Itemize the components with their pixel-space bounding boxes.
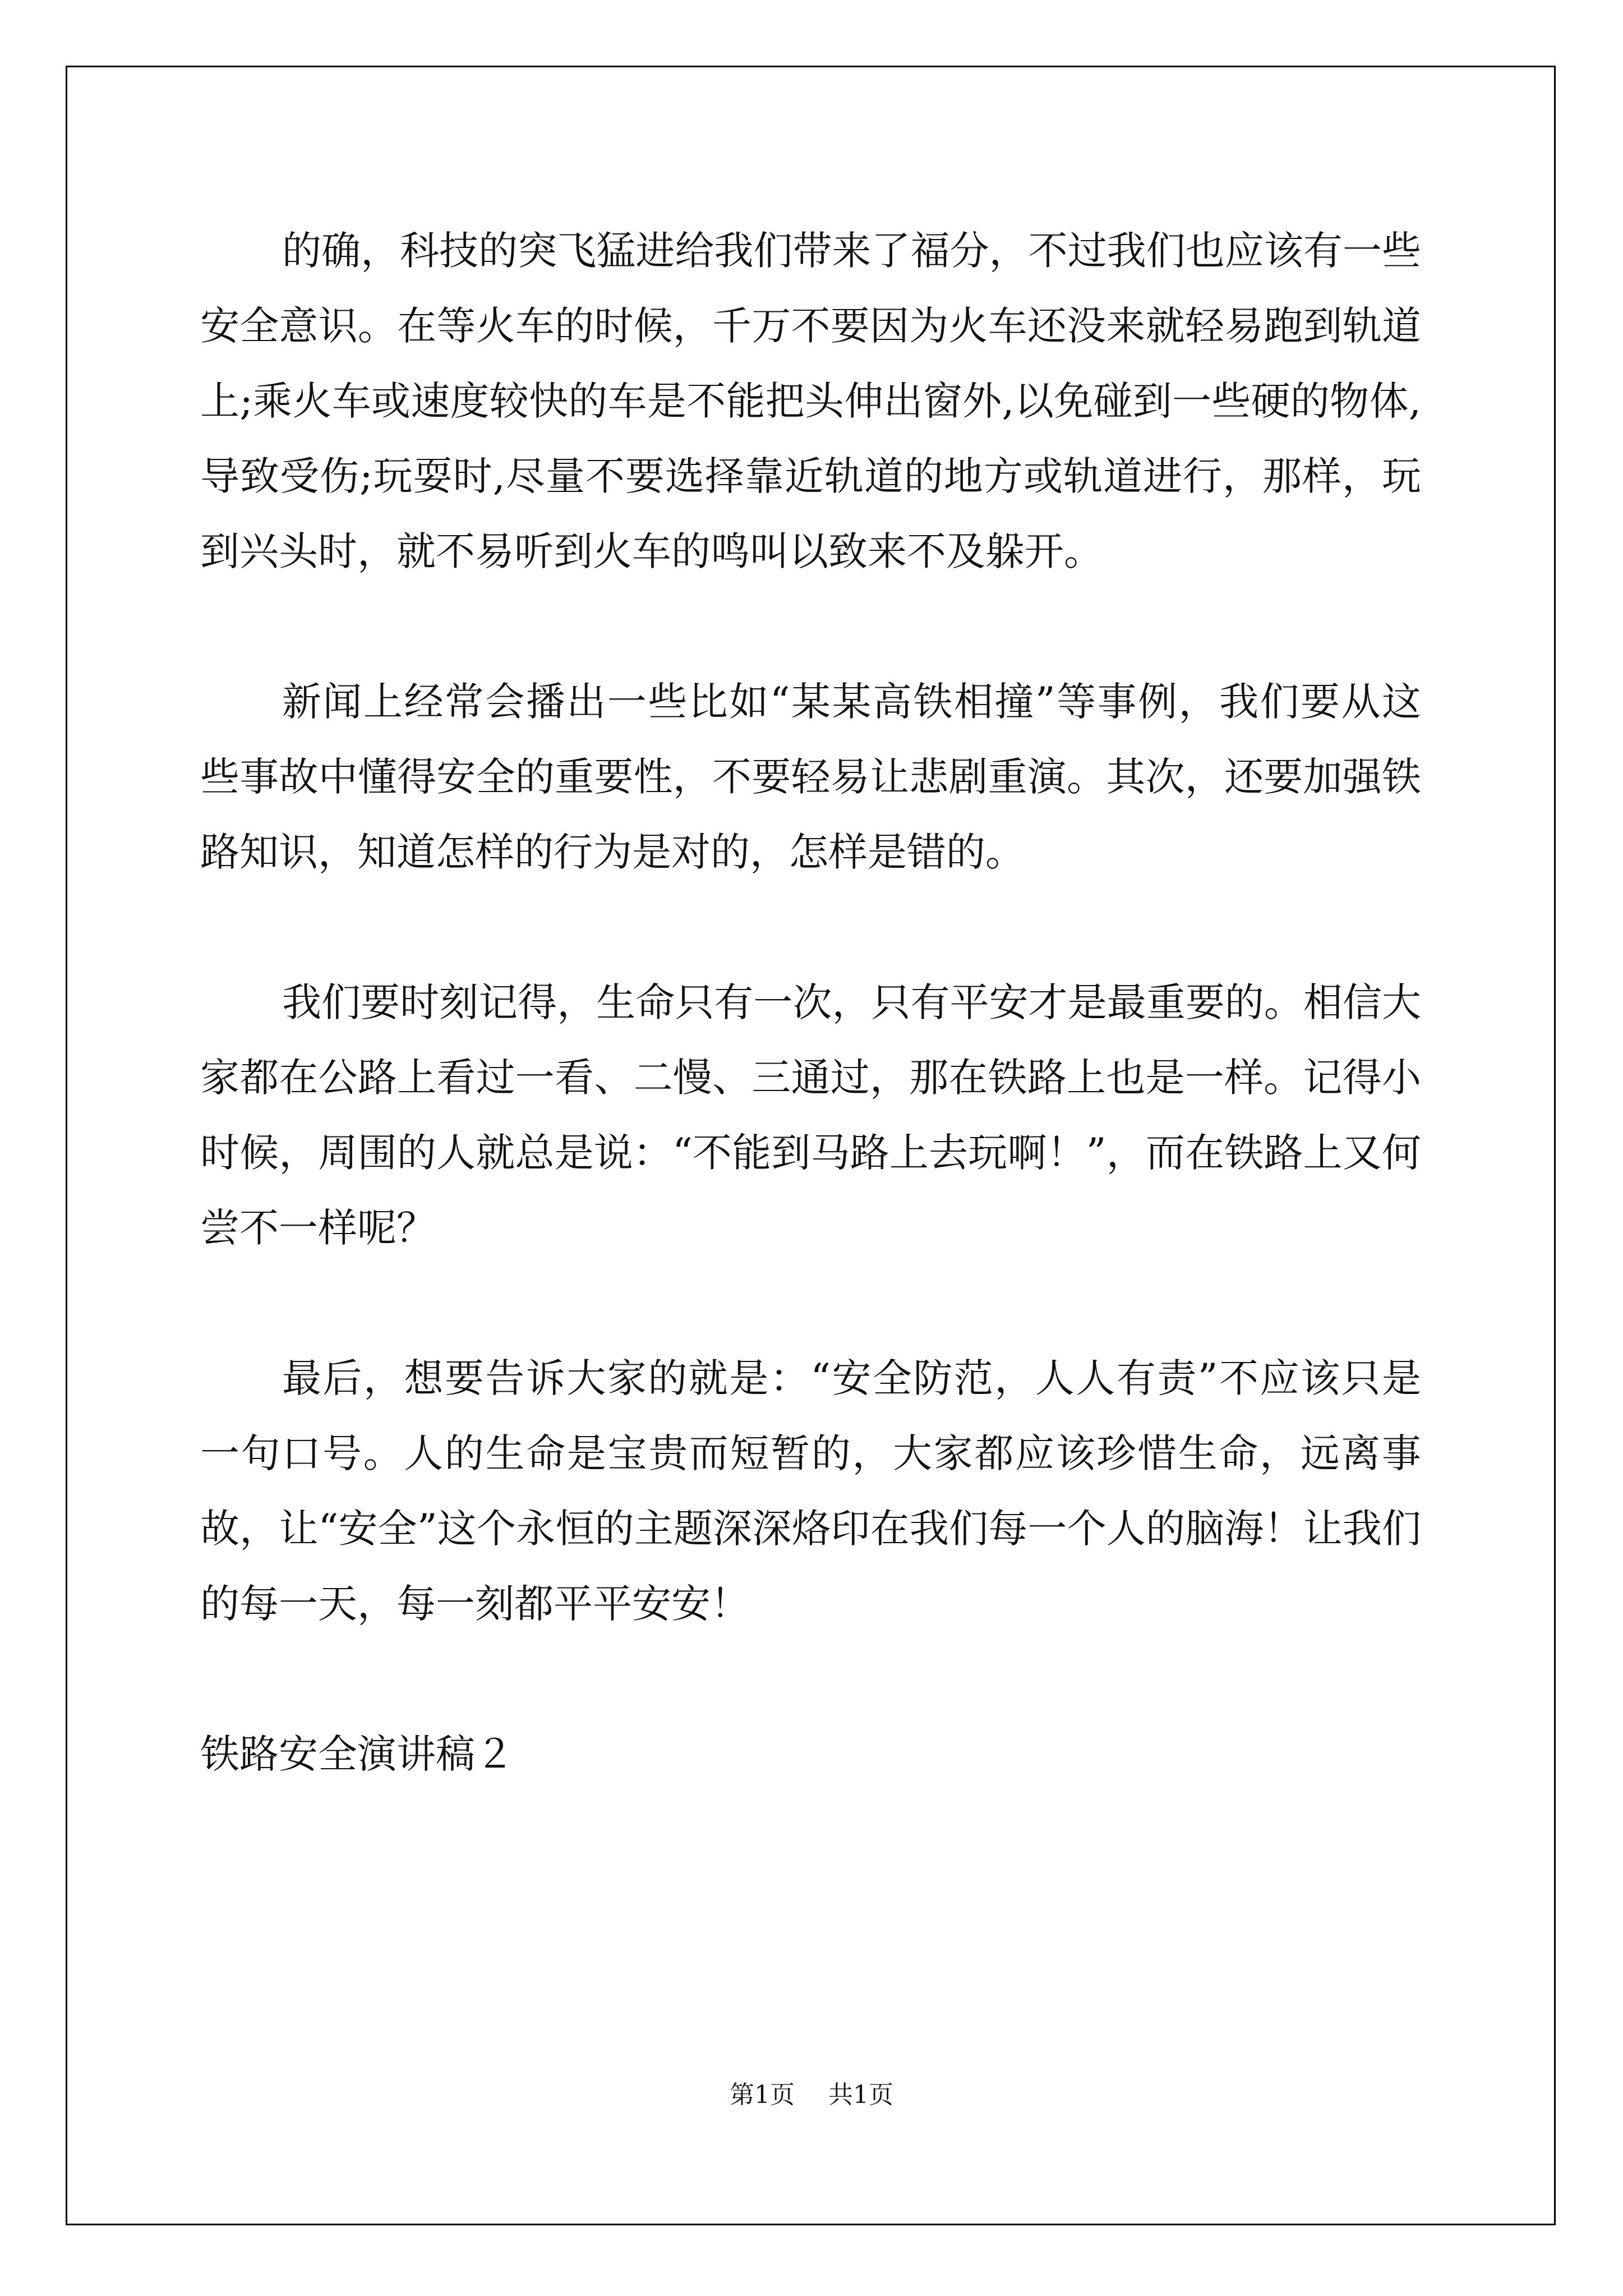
paragraph-4: 最后，想要告诉大家的就是：“安全防范，人人有责”不应该只是一句口号。人的生命是宝贵而短暂的，大家都应该珍惜生命，远离事故，让“安全”这个永恒的主题深深烙印在我们每一个人的脑海！让我们的每一天，每一刻都平平安安！ xyxy=(200,1355,1421,1627)
section-heading: 铁路安全演讲稿２ xyxy=(200,1731,514,1777)
page-total: 共1页 xyxy=(828,2081,893,2109)
paragraph-1: 的确，科技的突飞猛进给我们带来了福分，不过我们也应该有一些安全意识。在等火车的时候，千万不要因为火车还没来就轻易跑到轨道上;乘火车或速度较快的车是不能把头伸出窗外,以免碰到一些硬的物体,导致受伤;玩耍时,尽量不要选择靠近轨道的地方或轨道进行，那样，玩到兴头时，就不易听到火车的鸣叫以致来不及躲开。 xyxy=(200,228,1421,574)
page-footer xyxy=(0,2078,1623,2112)
paragraph-3: 我们要时刻记得，生命只有一次，只有平安才是最重要的。相信大家都在公路上看过一看、二慢、三通过，那在铁路上也是一样。记得小时候，周围的人就总是说：“不能到马路上去玩啊！”，而在铁路上又何尝不一样呢？ xyxy=(200,979,1421,1251)
page-number: 第1页 xyxy=(730,2081,795,2109)
paragraph-2: 新闻上经常会播出一些比如“某某高铁相撞”等事例，我们要从这些事故中懂得安全的重要性，不要轻易让悲剧重演。其次，还要加强铁路知识，知道怎样的行为是对的，怎样是错的。 xyxy=(200,679,1421,875)
document-body xyxy=(200,213,1421,1792)
